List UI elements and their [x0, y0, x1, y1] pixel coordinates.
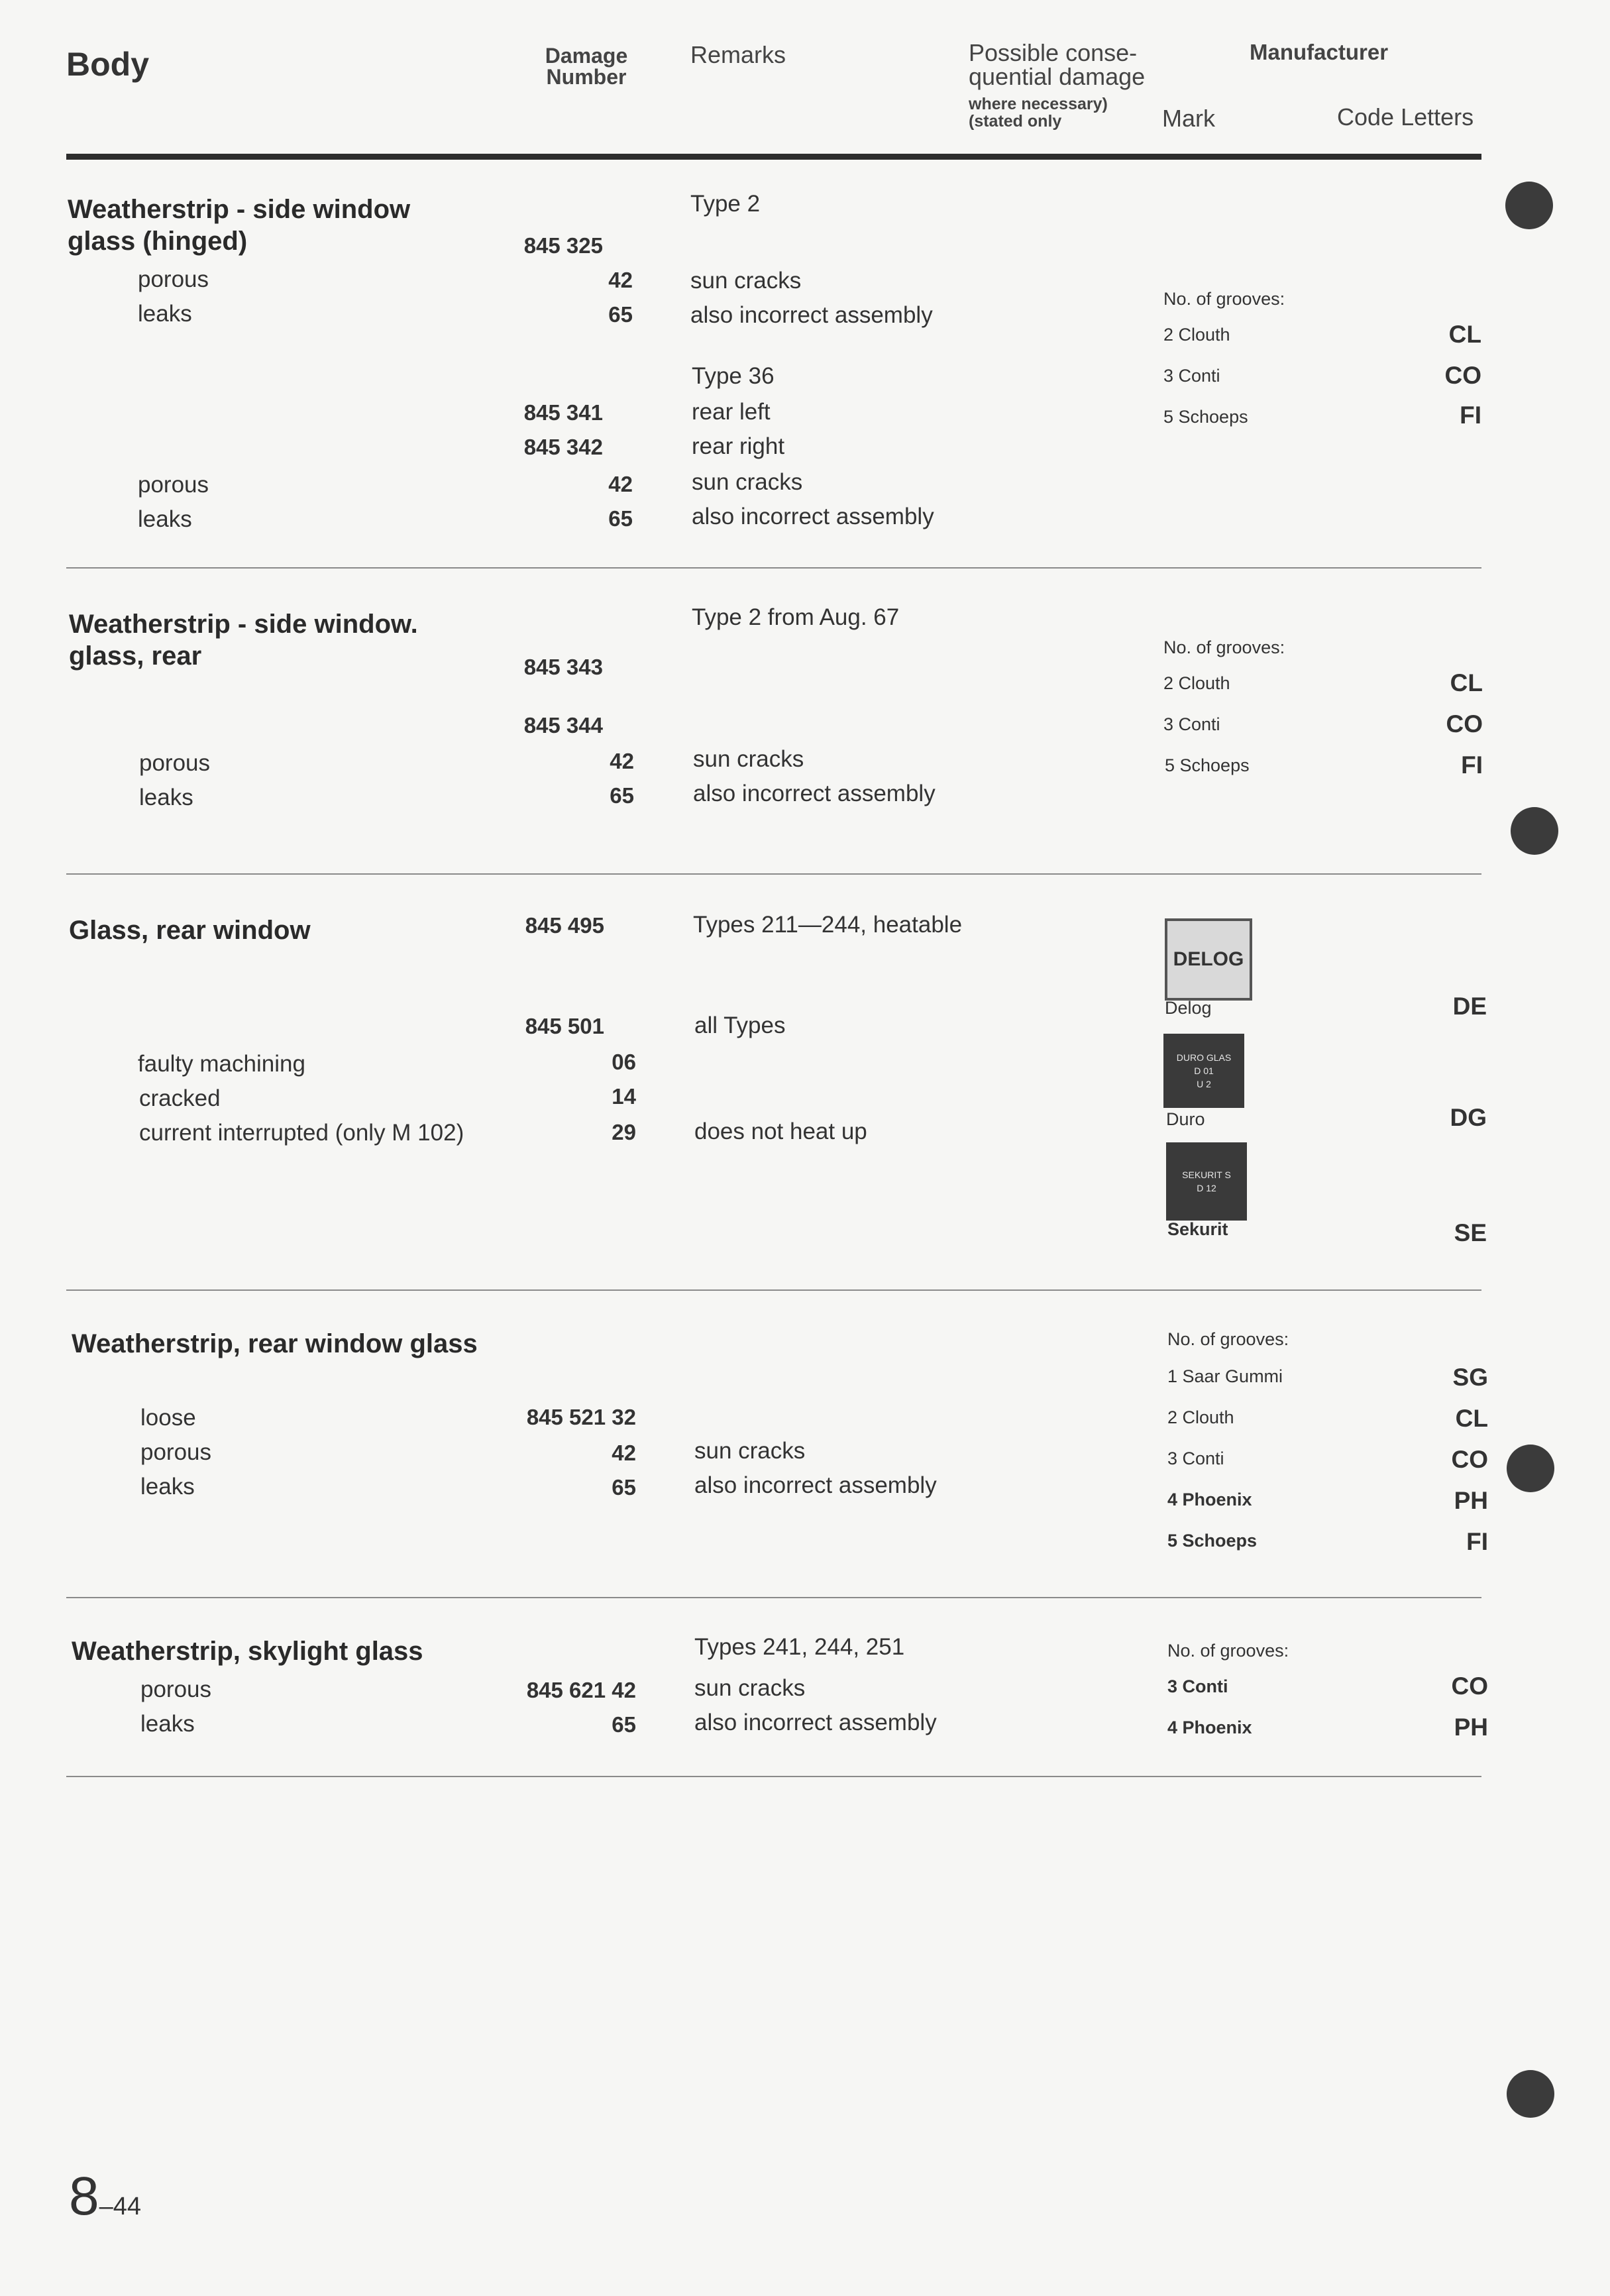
binder-hole [1511, 807, 1558, 855]
code-letters: CO [1444, 362, 1481, 389]
section-title-hinged: Weatherstrip - side window glass (hinged) [68, 195, 411, 256]
manufacturer-mark: 3 Conti [1163, 714, 1220, 734]
damage-number: 42 [612, 1441, 636, 1465]
damage-number: 65 [612, 1475, 636, 1500]
code-letters: PH [1454, 1714, 1488, 1741]
damage-number: 65 [608, 302, 633, 327]
remark: Type 2 [690, 191, 761, 217]
damage-number: 29 [612, 1120, 636, 1144]
code-letters: DE [1452, 993, 1487, 1020]
damage-number: 65 [610, 783, 634, 808]
binder-hole [1507, 2070, 1554, 2118]
damage-item: current interrupted (only M 102) [139, 1120, 464, 1146]
section-divider [66, 873, 1481, 875]
damage-item: leaks [139, 785, 193, 810]
damage-number: 42 [608, 268, 633, 292]
consequential-note: where necessary) (stated only [969, 95, 1108, 131]
damage-item: porous [138, 266, 209, 292]
code-letters: CO [1451, 1672, 1488, 1700]
manufacturer-mark: Delog [1165, 998, 1212, 1018]
consequential-damage-header: Possible conse- quential damage [969, 39, 1146, 90]
remark: also incorrect assembly [690, 302, 933, 328]
damage-item: leaks [140, 1474, 195, 1500]
damage-item: cracked [139, 1085, 221, 1111]
remark: all Types [694, 1012, 786, 1038]
remark: Types 211—244, heatable [693, 912, 963, 938]
damage-item: leaks [140, 1711, 195, 1737]
manufacturer-mark: 5 Schoeps [1167, 1531, 1258, 1551]
code-letters: CL [1450, 669, 1483, 696]
section-divider [66, 1289, 1481, 1291]
damage-number: 845 342 [523, 435, 603, 459]
remark: also incorrect assembly [694, 1710, 937, 1735]
remark: sun cracks [690, 268, 802, 294]
code-letters: PH [1454, 1487, 1488, 1514]
remark: Type 2 from Aug. 67 [692, 604, 900, 630]
page-title: Body [66, 46, 149, 83]
manufacturer-header: Manufacturer [1250, 40, 1389, 64]
damage-number-header: Damage Number [545, 44, 628, 89]
grooves-label: No. of grooves: [1163, 637, 1285, 657]
grooves-label: No. of grooves: [1167, 1641, 1289, 1661]
page-number [69, 2165, 141, 2228]
manufacturer-mark: 4 Phoenix [1167, 1490, 1252, 1509]
code-letters: CO [1451, 1446, 1488, 1473]
delog-logo [1165, 918, 1252, 1001]
manufacturer-mark: 5 Schoeps [1165, 755, 1250, 775]
code-letters: CL [1455, 1405, 1488, 1432]
damage-item: porous [138, 472, 209, 498]
sekurit-logo [1166, 1142, 1247, 1221]
manufacturer-mark: 3 Conti [1163, 366, 1220, 386]
grooves-label: No. of grooves: [1167, 1329, 1289, 1349]
remark: sun cracks [693, 746, 804, 772]
remark: Types 241, 244, 251 [694, 1634, 905, 1660]
manufacturer-mark: Duro [1166, 1109, 1205, 1129]
code-letters: CL [1448, 321, 1481, 348]
code-letters: CO [1446, 710, 1483, 738]
header-rule [66, 154, 1481, 160]
remark: Type 36 [692, 363, 775, 389]
remark: does not heat up [694, 1119, 867, 1144]
manufacturer-mark: 2 Clouth [1163, 325, 1230, 345]
damage-number: 845 344 [523, 713, 603, 738]
section-title-rear-side: Weatherstrip - side window. glass, rear [69, 610, 418, 671]
manufacturer-mark: 2 Clouth [1167, 1407, 1234, 1427]
remark: rear left [692, 399, 771, 425]
damage-item: loose [140, 1405, 196, 1431]
manufacturer-mark: Sekurit [1167, 1219, 1228, 1239]
section-divider [66, 1776, 1481, 1777]
remark: rear right [692, 433, 785, 459]
damage-number: 845 325 [523, 233, 603, 258]
damage-number: 845 341 [523, 400, 603, 425]
manufacturer-mark: 1 Saar Gummi [1167, 1366, 1283, 1386]
damage-item: porous [139, 750, 211, 776]
remark: sun cracks [692, 469, 803, 495]
code-letters: SG [1452, 1364, 1488, 1391]
remark: also incorrect assembly [693, 781, 936, 806]
mark-header: Mark [1162, 105, 1215, 132]
remark: also incorrect assembly [694, 1472, 937, 1498]
remark: sun cracks [694, 1438, 806, 1464]
damage-item: leaks [138, 301, 192, 327]
section-title-skylight: Weatherstrip, skylight glass [72, 1637, 423, 1666]
damage-number: 65 [612, 1712, 636, 1737]
manufacturer-mark: 2 Clouth [1163, 673, 1230, 693]
manufacturer-mark: 5 Schoeps [1163, 407, 1248, 427]
damage-number: 845 501 [525, 1014, 604, 1038]
damage-number: 845 521 32 [526, 1405, 636, 1429]
binder-hole [1507, 1445, 1554, 1492]
duro-logo-text: DURO GLAS D 01 U 2 [1176, 1052, 1232, 1089]
section-divider [66, 567, 1481, 569]
delog-logo-text: DELOG [1173, 948, 1244, 970]
damage-item: porous [140, 1439, 212, 1465]
code-letters: SE [1454, 1219, 1487, 1246]
code-letters: FI [1461, 751, 1483, 779]
manufacturer-mark: 3 Conti [1167, 1676, 1228, 1696]
damage-number: 14 [612, 1084, 636, 1109]
manufacturer-mark: 4 Phoenix [1167, 1718, 1252, 1737]
damage-number: 42 [608, 472, 633, 496]
damage-number: 65 [608, 506, 633, 531]
code-letters: FI [1460, 402, 1481, 429]
section-title-rear-window: Glass, rear window [69, 916, 311, 945]
remarks-header: Remarks [690, 41, 786, 68]
binder-hole [1505, 182, 1553, 229]
page-number-sub: –44 [99, 2193, 142, 2220]
damage-number: 845 621 42 [526, 1678, 636, 1702]
sekurit-logo-text: SEKURIT S D 12 [1182, 1170, 1231, 1193]
code-letters: FI [1466, 1528, 1488, 1555]
damage-number: 845 495 [525, 913, 604, 938]
code-letters-header: Code Letters [1337, 103, 1474, 131]
damage-number: 42 [610, 749, 634, 773]
grooves-label: No. of grooves: [1163, 289, 1285, 309]
remark: sun cracks [694, 1675, 806, 1701]
damage-number: 06 [612, 1050, 636, 1074]
section-title-rear-weatherstrip: Weatherstrip, rear window glass [72, 1329, 478, 1358]
damage-item: faulty machining [138, 1051, 305, 1077]
duro-logo [1163, 1034, 1244, 1108]
code-letters: DG [1450, 1104, 1487, 1131]
damage-item: porous [140, 1676, 212, 1702]
section-divider [66, 1597, 1481, 1598]
damage-number: 845 343 [523, 655, 603, 679]
remark: also incorrect assembly [692, 504, 934, 529]
page-number-main: 8 [69, 2166, 99, 2226]
damage-item: leaks [138, 506, 192, 532]
manufacturer-mark: 3 Conti [1167, 1449, 1224, 1468]
